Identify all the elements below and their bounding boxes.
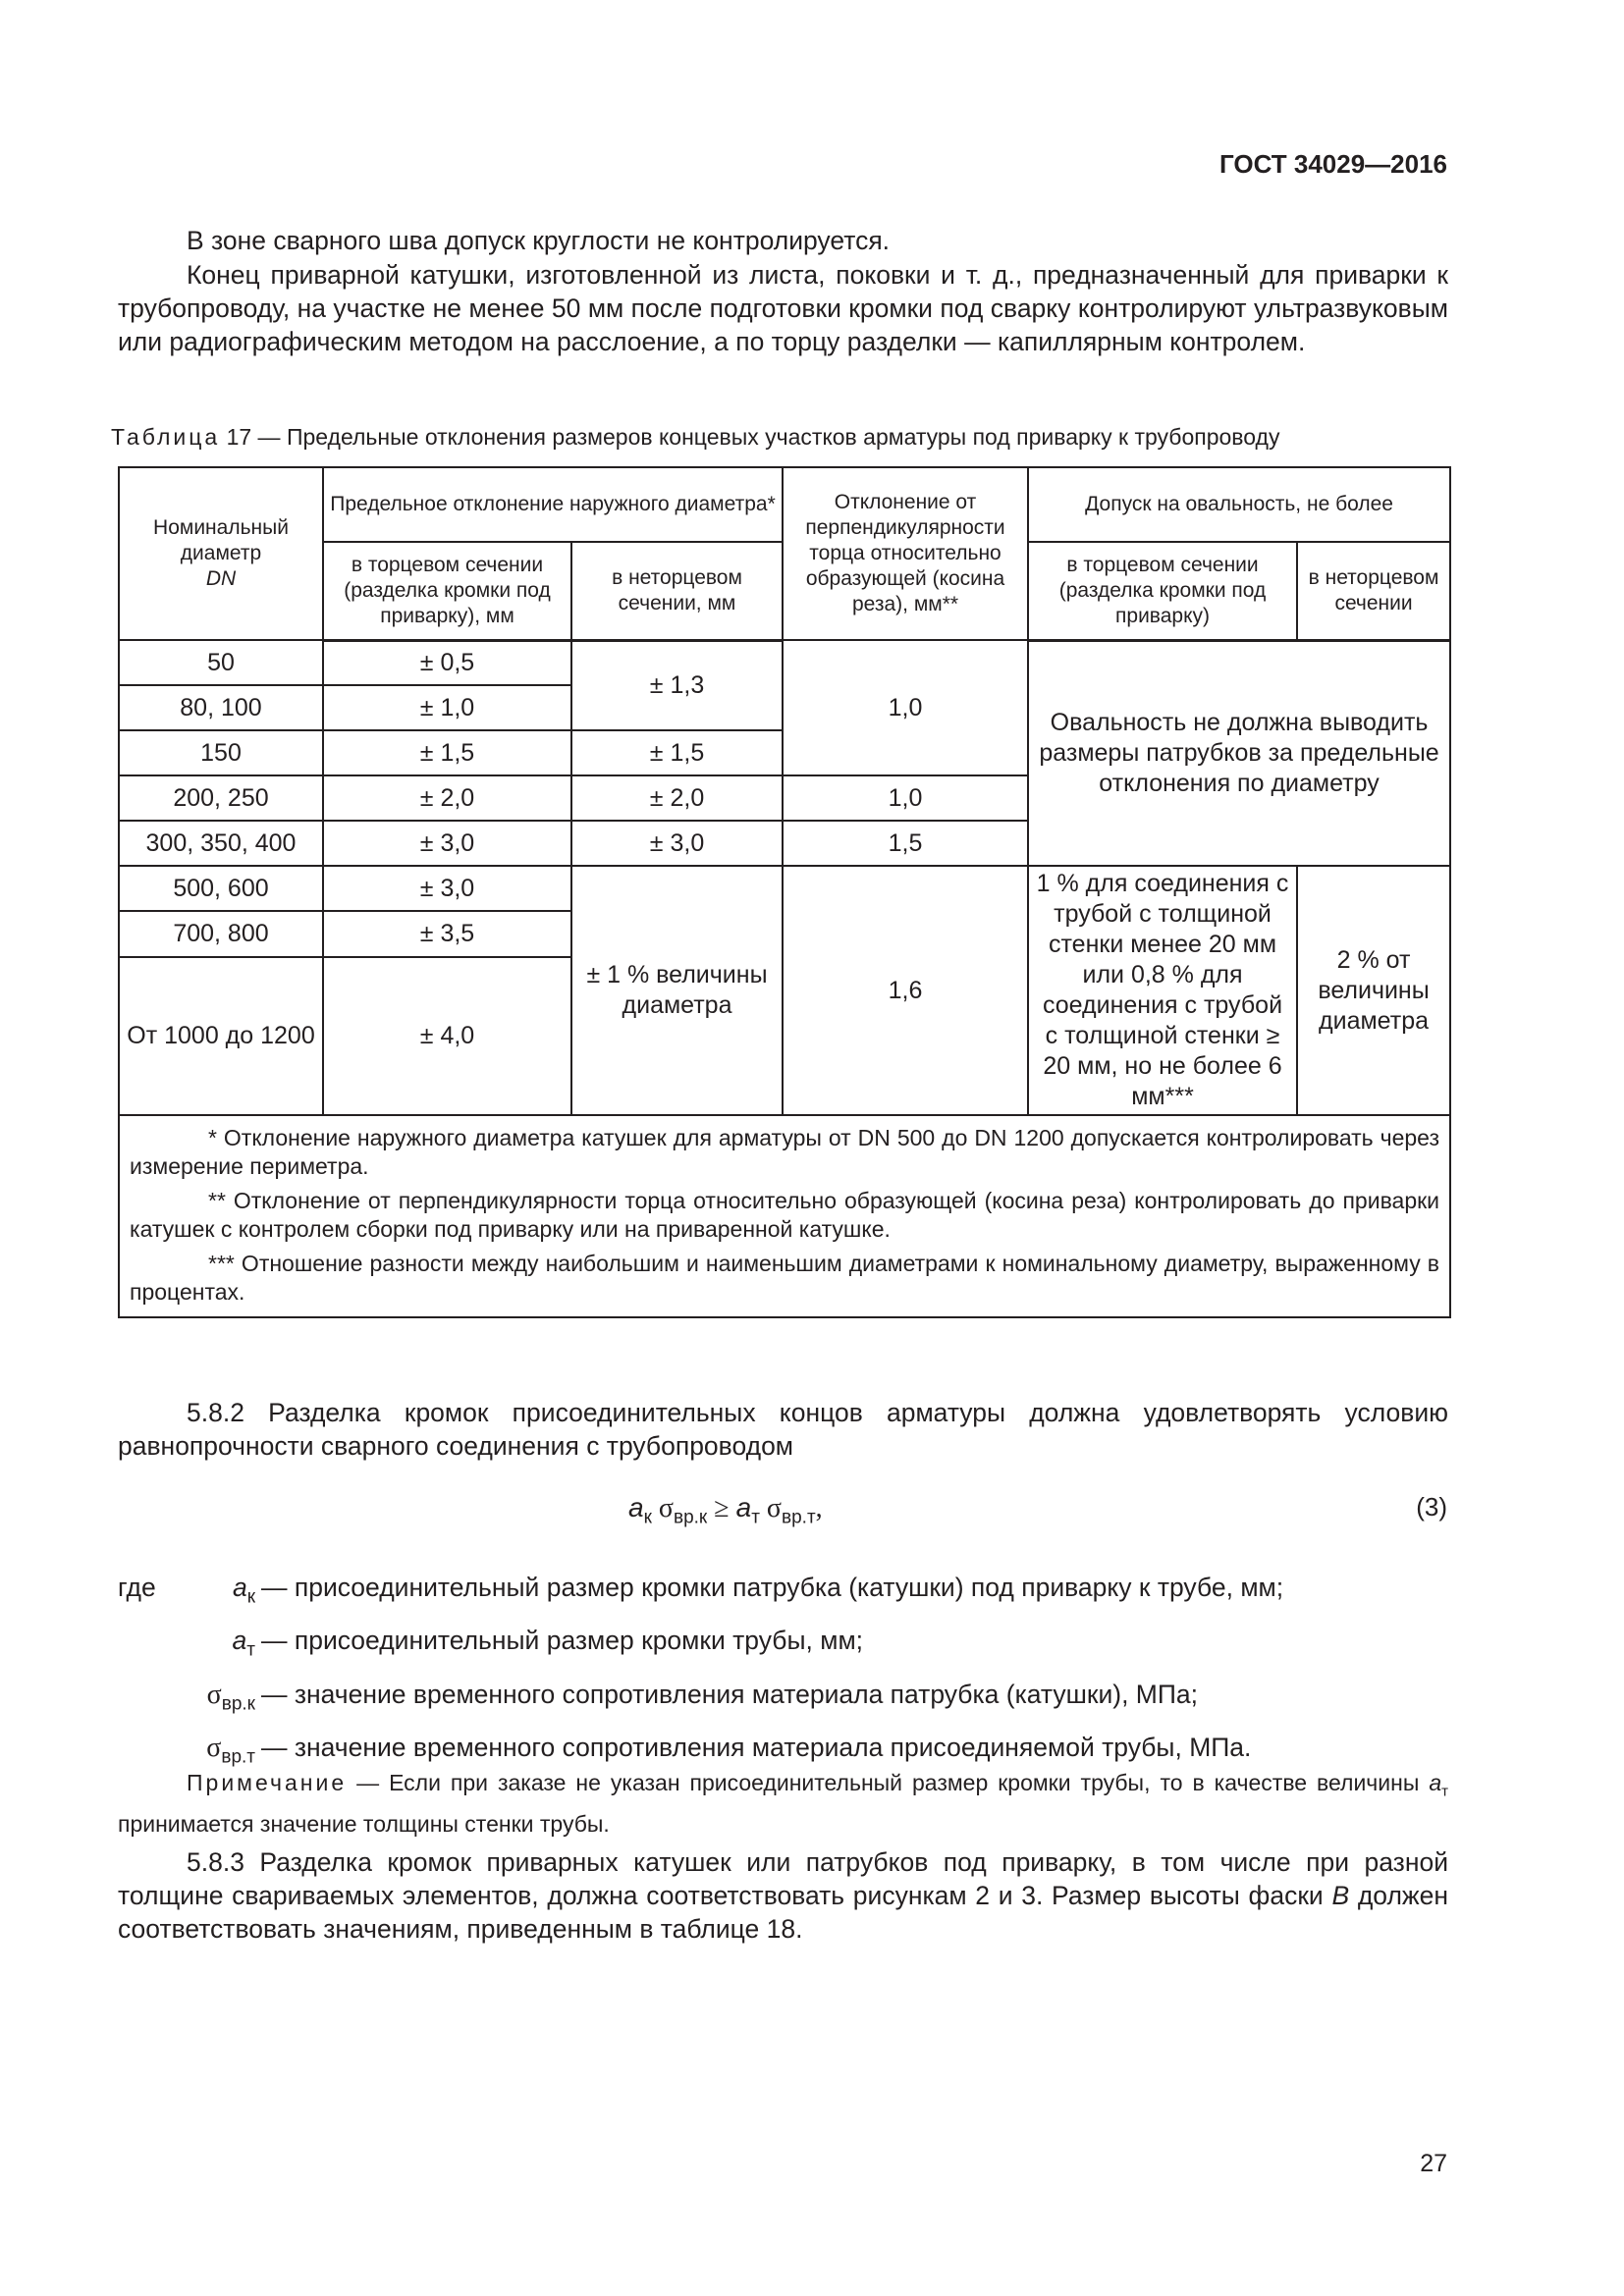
intro-text-1: В зоне сварного шва допуск круглости не контролируется. <box>187 226 891 255</box>
formula-number: (3) <box>1416 1492 1447 1522</box>
cell-ovality-non-end: 2 % от величины диаметра <box>1297 866 1450 1115</box>
cell-non-end-dev: ± 1 % величины диаметра <box>571 866 783 1115</box>
cell-perp-dev: 1,5 <box>783 821 1028 866</box>
cell-non-end-dev: ± 3,0 <box>571 821 783 866</box>
definition-row: $\sigma_{вр.т}$ — значение временного сопротивления материала присоединяемой трубы, МПа. <box>206 1733 1252 1768</box>
header-ovality: Допуск на овальность, не более <box>1028 467 1450 542</box>
intro-paragraph-1 <box>118 224 1448 257</box>
definition-row: $a_т$ — присоединительный размер кромки трубы, мм; <box>232 1626 864 1661</box>
header-non-end-section: в неторцевом сечении, мм <box>571 542 783 640</box>
cell-ovality: Овальность не должна выводить размеры патрубков за предельные отклонения по диаметру <box>1028 640 1450 866</box>
cell-dn: 200, 250 <box>119 775 323 821</box>
table-notes-row <box>119 1115 1450 1317</box>
cell-dn: 150 <box>119 730 323 775</box>
cell-perp-dev: 1,0 <box>783 640 1028 775</box>
header-ovality-end: в торцевом сечении (разделка кромки под приварку) <box>1028 542 1297 640</box>
table-note-2: ** Отклонение от перпендикулярности торца относительно образующей (косина реза) контролировать до приварки катушек с контролем сборки под приварку или на приваренной катушке. <box>130 1188 1440 1242</box>
header-dn: DN <box>205 567 237 590</box>
section-5-8-2 <box>118 1396 1448 1463</box>
header-ovality-non-end: в неторцевом сечении <box>1297 542 1450 640</box>
page-number: 27 <box>1420 2150 1447 2177</box>
header-end-section: в торцевом сечении (разделка кромки под приварку), мм <box>323 542 571 640</box>
section-5-8-3: 5.8.3 Разделка кромок приварных катушек или патрубков под приварку, в том числе при разной толщине свариваемых элементов, должна соответствовать рисункам 2 и 3. Размер высоты фаски B должен соответствовать значениям, приведенным в таблице 18. <box>118 1847 1449 1944</box>
cell-end-dev: ± 3,0 <box>323 821 571 866</box>
note-word: Примечание <box>187 1770 348 1795</box>
cell-end-dev: ± 0,5 <box>323 640 571 685</box>
intro-paragraph-2 <box>118 258 1448 358</box>
table-row <box>119 866 1450 911</box>
cell-end-dev: ± 2,0 <box>323 775 571 821</box>
formula-3: $a_к$ $\sigma_{вр.к} \ge a_т$ $\sigma_{вр.т}$, <box>628 1492 823 1528</box>
cell-dn: 80, 100 <box>119 685 323 730</box>
cell-end-dev: ± 1,5 <box>323 730 571 775</box>
table-caption-word: Таблица <box>111 424 221 450</box>
table-caption-text: 17 — Предельные отклонения размеров концевых участков арматуры под приварку к трубопроводу <box>220 424 1280 450</box>
definition-row: где $a_к$ — присоединительный размер кромки патрубка (катушки) под приварку к трубе, мм; <box>118 1566 1283 1619</box>
cell-dn: 700, 800 <box>119 911 323 956</box>
cell-perp-dev: 1,6 <box>783 866 1028 1115</box>
cell-dn: 50 <box>119 640 323 685</box>
header-perpendicularity: Отклонение от перпендикулярности торца относительно образующей (косина реза), мм** <box>783 467 1028 640</box>
table-caption <box>111 424 1279 451</box>
table-notes <box>119 1115 1450 1317</box>
note-paragraph: Примечание — Если при заказе не указан присоединительный размер кромки трубы, то в качестве величины $a_т$ принимается значение толщины стенки трубы. <box>118 1770 1448 1837</box>
cell-dn: От 1000 до 1200 <box>119 957 323 1115</box>
cell-dn: 500, 600 <box>119 866 323 911</box>
where-word: где <box>118 1573 156 1602</box>
cell-end-dev: ± 1,0 <box>323 685 571 730</box>
intro-text-2: Конец приварной катушки, изготовленной из листа, поковки и т. д., предназначенный для приварки к трубопроводу, на участке не менее 50 мм после подготовки кромки под сварку контролируют ультразвуковым или радиографическим методом на расслоение, а по торцу разделки — капиллярным контролем. <box>118 260 1448 356</box>
cell-ovality-end: 1 % для соединения с трубой с толщиной стенки менее 20 мм или 0,8 % для соединения с трубой с толщиной стенки ≥ 20 мм, но не более 6 мм*** <box>1028 866 1297 1115</box>
header-nominal-diameter: Номинальный диаметр DN <box>119 467 323 640</box>
cell-perp-dev: 1,0 <box>783 775 1028 821</box>
header-outer-deviation: Предельное отклонение наружного диаметра* <box>323 467 783 542</box>
cell-non-end-dev: ± 1,3 <box>571 640 783 730</box>
table-note-1: * Отклонение наружного диаметра катушек для арматуры от DN 500 до DN 1200 допускается контролировать через измерение периметра. <box>130 1125 1440 1179</box>
cell-end-dev: ± 3,0 <box>323 866 571 911</box>
cell-non-end-dev: ± 2,0 <box>571 775 783 821</box>
tolerance-table <box>118 466 1451 1318</box>
cell-end-dev: ± 4,0 <box>323 957 571 1115</box>
table-note-3: *** Отношение разности между наибольшим и наименьшим диаметрами к номинальному диаметру, выраженному в процентах. <box>130 1251 1440 1305</box>
section-5-8-2-text: 5.8.2 Разделка кромок присоединительных концов арматуры должна удовлетворять условию равнопрочности сварного соединения с трубопроводом <box>118 1398 1448 1461</box>
table-row <box>119 640 1450 685</box>
where-definitions <box>118 1566 1283 1780</box>
definition-row: $\sigma_{вр.к}$ — значение временного сопротивления материала патрубка (катушки), МПа; <box>206 1679 1199 1715</box>
cell-dn: 300, 350, 400 <box>119 821 323 866</box>
cell-end-dev: ± 3,5 <box>323 911 571 956</box>
cell-non-end-dev: ± 1,5 <box>571 730 783 775</box>
document-code: ГОСТ 34029—2016 <box>1219 149 1447 179</box>
